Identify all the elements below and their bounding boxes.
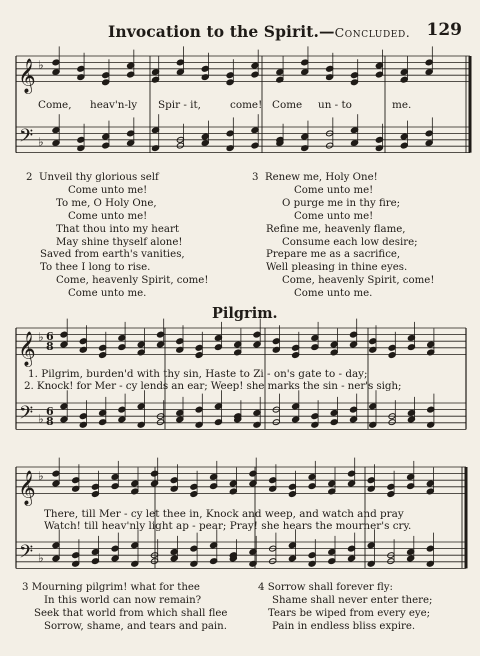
verse-line: Come, heavenly Spirit, come! bbox=[282, 275, 435, 287]
bass-clef: 𝄢 bbox=[19, 402, 34, 428]
flat-sign: ♭ bbox=[38, 411, 44, 426]
verse-number: 2 bbox=[26, 172, 33, 183]
lyric-syllable: un - to bbox=[318, 99, 352, 111]
verse-line: To thee I long to rise. bbox=[40, 262, 151, 274]
verse-line: Unveil thy glorious self bbox=[38, 172, 159, 183]
verse-3 bbox=[252, 172, 434, 301]
verse-line: In this world can now remain? bbox=[44, 594, 202, 606]
hymn-title: Invocation to the Spirit.— bbox=[108, 22, 335, 41]
verse-2 bbox=[26, 172, 208, 301]
verse-line: Renew me, Holy One! bbox=[264, 172, 378, 183]
time-signature-bottom: 8 bbox=[46, 415, 54, 429]
hymn-title-suffix: Concluded. bbox=[334, 25, 411, 40]
flat-sign: ♭ bbox=[38, 330, 44, 345]
verse-3 bbox=[22, 582, 227, 634]
verse-line: Refine me, heavenly flame, bbox=[266, 223, 406, 235]
verse-4 bbox=[258, 582, 432, 634]
time-signature-top: 6 bbox=[46, 405, 54, 419]
verse-line: O purge me in thy fire; bbox=[282, 197, 401, 209]
lyric-syllable: heav'n-ly bbox=[90, 99, 138, 111]
verse-line: Prepare me as a sacrifice, bbox=[266, 249, 401, 261]
verse-line: Come unto me! bbox=[68, 184, 148, 196]
verse-line: Sorrow, shame, and tears and pain. bbox=[44, 620, 227, 632]
lyric-line: Watch! till heav'nly light ap - pear; Pray! she hears the mourner's cry. bbox=[44, 520, 412, 532]
verse-line: Tears be wiped from every eye; bbox=[268, 607, 431, 619]
flat-sign: ♭ bbox=[38, 57, 44, 72]
flat-sign: ♭ bbox=[38, 469, 44, 484]
lyric-syllable: Come bbox=[272, 99, 303, 111]
verse-line: That thou into my heart bbox=[56, 223, 179, 235]
verse-number: 3 bbox=[252, 172, 259, 183]
verse-line: Pain in endless bliss expire. bbox=[272, 620, 416, 632]
verse-line: Come unto me. bbox=[294, 288, 373, 300]
time-signature-bottom: 8 bbox=[46, 340, 54, 354]
treble-clef: 𝄞 bbox=[18, 58, 36, 94]
verse-line: Saved from earth's vanities, bbox=[40, 249, 185, 261]
lyric-line: There, till Mer - cy let thee in, Knock and weep, and watch and pray bbox=[44, 508, 404, 520]
verse-line: Well pleasing in thine eyes. bbox=[266, 262, 408, 274]
section-title: Pilgrim. bbox=[212, 305, 278, 322]
lyric-syllable: me. bbox=[392, 99, 412, 111]
verse-line: Shame shall never enter there; bbox=[272, 594, 433, 606]
verse-line: Mourning pilgrim! what for thee bbox=[31, 582, 200, 593]
verse-line: Consume each low desire; bbox=[282, 236, 418, 248]
lyric-syllable: Come, bbox=[38, 99, 72, 111]
lyric-line: 1. Pilgrim, burden'd with thy sin, Haste to Zi - on's gate to - day; bbox=[28, 368, 368, 380]
treble-clef: 𝄞 bbox=[18, 470, 36, 506]
flat-sign: ♭ bbox=[38, 135, 44, 150]
verse-line: Come unto me! bbox=[294, 210, 374, 222]
verse-line: Sorrow shall forever fly: bbox=[267, 582, 393, 593]
lyric-syllable: come! bbox=[230, 99, 263, 111]
verse-line: Come unto me! bbox=[68, 210, 148, 222]
page-number: 129 bbox=[426, 20, 462, 40]
verse-number: 3 bbox=[22, 582, 29, 593]
time-signature-top: 6 bbox=[46, 330, 54, 344]
verse-line: To me, O Holy One, bbox=[56, 197, 157, 209]
verse-number: 4 bbox=[258, 582, 265, 593]
treble-clef: 𝄞 bbox=[18, 331, 36, 367]
verse-line: Come unto me. bbox=[68, 288, 147, 300]
lyric-line: 2. Knock! for Mer - cy lends an ear; Weep! she marks the sin - ner's sigh; bbox=[24, 380, 402, 392]
verse-line: Seek that world from which shall flee bbox=[34, 607, 228, 619]
verse-line: May shine thyself alone! bbox=[56, 236, 183, 248]
lyric-syllable: Spir - it, bbox=[158, 99, 201, 111]
verse-line: Come unto me! bbox=[294, 184, 374, 196]
bass-clef: 𝄢 bbox=[19, 126, 34, 152]
verse-line: Come, heavenly Spirit, come! bbox=[56, 275, 209, 287]
flat-sign: ♭ bbox=[38, 550, 44, 565]
bass-clef: 𝄢 bbox=[19, 541, 34, 567]
